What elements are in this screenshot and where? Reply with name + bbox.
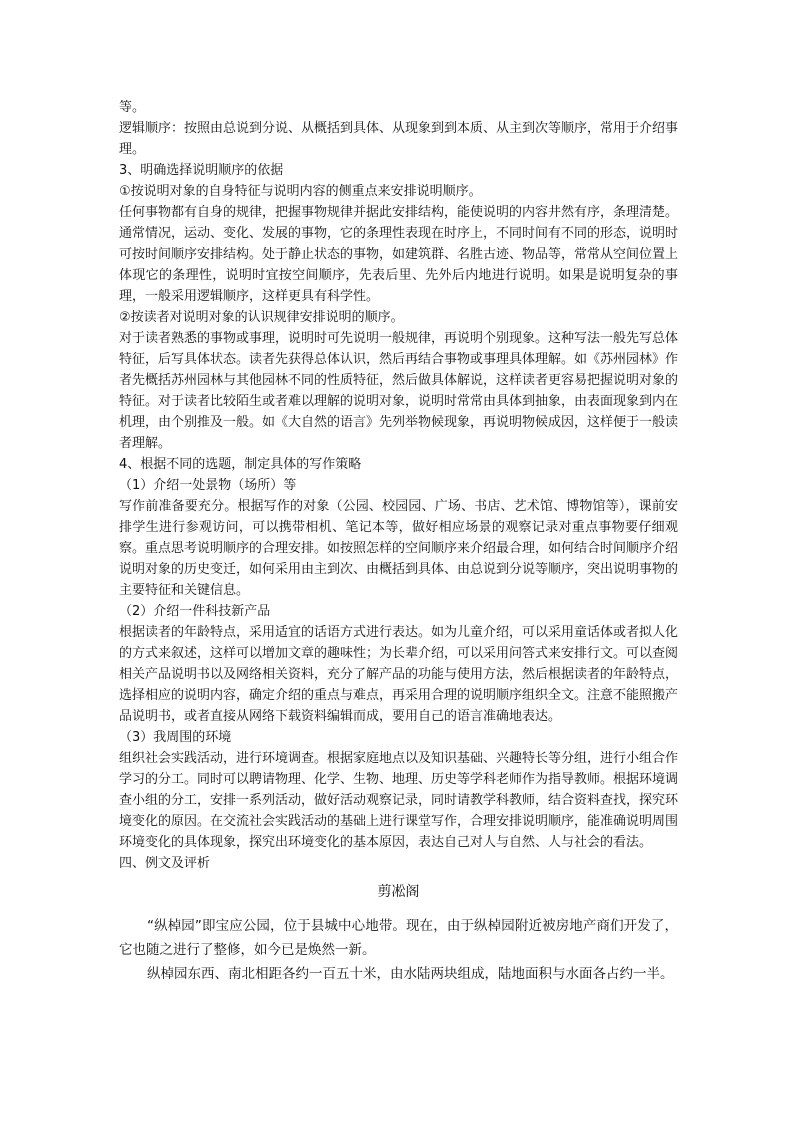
article-paragraph: 纵棹园东西、南北相距各约一百五十米，由水陆两块组成，陆地面积与水面各占约一半。 — [147, 966, 674, 982]
heading-section-examples: 四、例文及评析 — [119, 856, 211, 871]
heading-topic-2: （2）介绍一件科技新产品 — [119, 604, 271, 619]
article-paragraph: “纵棹园”即宝应公园，位于县城中心地带。现在，由于纵棹园附近被房地产商们开发了，它也随之进行了整修，如今已是焕然一新。 — [119, 918, 678, 958]
heading-basis-2: ②按读者对说明对象的认识规律安排说明的顺序。 — [119, 310, 404, 325]
article-title: 剪凇阁 — [377, 884, 420, 900]
paragraph-topic-2: 根据读者的年龄特点，采用适宜的话语方式进行表达。如为儿童介绍，可以采用童话体或者拟人化的方式来叙述，这样可以增加文章的趣味性；为长辈介绍，可以采用问答式来安排行文。可以查阅相关产品说明书以及网络相关资料，充分了解产品的功能与使用方法，然后根据读者的年龄特点，选择相应的说明内容，确定介绍的重点与难点，再采用合理的说明顺序组织全文。注意不能照搬产品说明书，或者直接从网络下载资料编辑而成，要用自己的语言准确地表达。 — [119, 625, 679, 724]
paragraph-continuation: 等。 — [119, 100, 146, 115]
paragraph-topic-1: 写作前准备要充分。根据写作的对象（公园、校园园、广场、书店、艺术馆、博物馆等），课前安排学生进行参观访问，可以携带相机、笔记本等，做好相应场景的观察记录对重点事物要仔细观察。重点思考说明顺序的合理安排。如按照怎样的空间顺序来介绍最合理，如何结合时间顺序介绍说明对象的历史变迁，如何采用由主到次、由概括到具体、由总说到分说等顺序，突出说明事物的主要特征和关键信息。 — [119, 499, 679, 598]
paragraph-topic-3: 组织社会实践活动，进行环境调查。根据家庭地点以及知识基础、兴趣特长等分组，进行小组合作学习的分工。同时可以聘请物理、化学、生物、地理、历史等学科老师作为指导教师。根据环境调查小组的分工，安排一系列活动，做好活动观察记录，同时请教学科教师，结合资料查找，探究环境变化的原因。在交流社会实践活动的基础上进行课堂写作，合理安排说明顺序，能准确说明周围环境变化的具体现象，探究出环境变化的基本原因，表达自己对人与自然、人与社会的看法。 — [119, 751, 679, 850]
document-body — [119, 97, 678, 986]
heading-basis-1: ①按说明对象的自身特征与说明内容的侧重点来安排说明顺序。 — [119, 184, 482, 199]
paragraph-logical-order: 逻辑顺序：按照由总说到分说、从概括到具体、从现象到到本质、从主到次等顺序，常用于介绍事理。 — [119, 121, 679, 157]
paragraph-basis-2: 对于读者熟悉的事物或事理，说明时可先说明一般规律，再说明个别现象。这种写法一般先写总体特征，后写具体状态。读者先获得总体认识，然后再结合事物或事理具体理解。如《苏州园林》作者先概括苏州园林与其他园林不同的性质特征，然后做具体解说，这样读者更容易把握说明对象的特征。对于读者比较陌生或者难以理解的说明对象，说明时常常由具体到抽象，由表面现象到内在机理，由个别推及一般。如《大自然的语言》先列举物候现象，再说明物候成因，这样便于一般读者理解。 — [119, 331, 679, 451]
paragraph-basis-1: 任何事物都有自身的规律，把握事物规律并据此安排结构，能使说明的内容井然有序，条理清楚。通常情况，运动、变化、发展的事物，它的条理性表现在时序上，不同时间有不同的形态，说明时可按时间顺序安排结构。处于静止状态的事物，如建筑群、名胜古迹、物品等，常常从空间位置上体现它的条理性，说明时宜按空间顺序，先表后里、先外后内地进行说明。如果是说明复杂的事理，一般采用逻辑顺序，这样更具有科学性。 — [119, 205, 679, 304]
heading-section-4: 4、根据不同的选题，制定具体的写作策略 — [119, 457, 362, 472]
heading-topic-1: （1）介绍一处景物（场所）等 — [119, 478, 297, 493]
heading-topic-3: （3）我周围的环境 — [119, 730, 232, 745]
heading-section-3: 3、明确选择说明顺序的依据 — [119, 163, 284, 178]
